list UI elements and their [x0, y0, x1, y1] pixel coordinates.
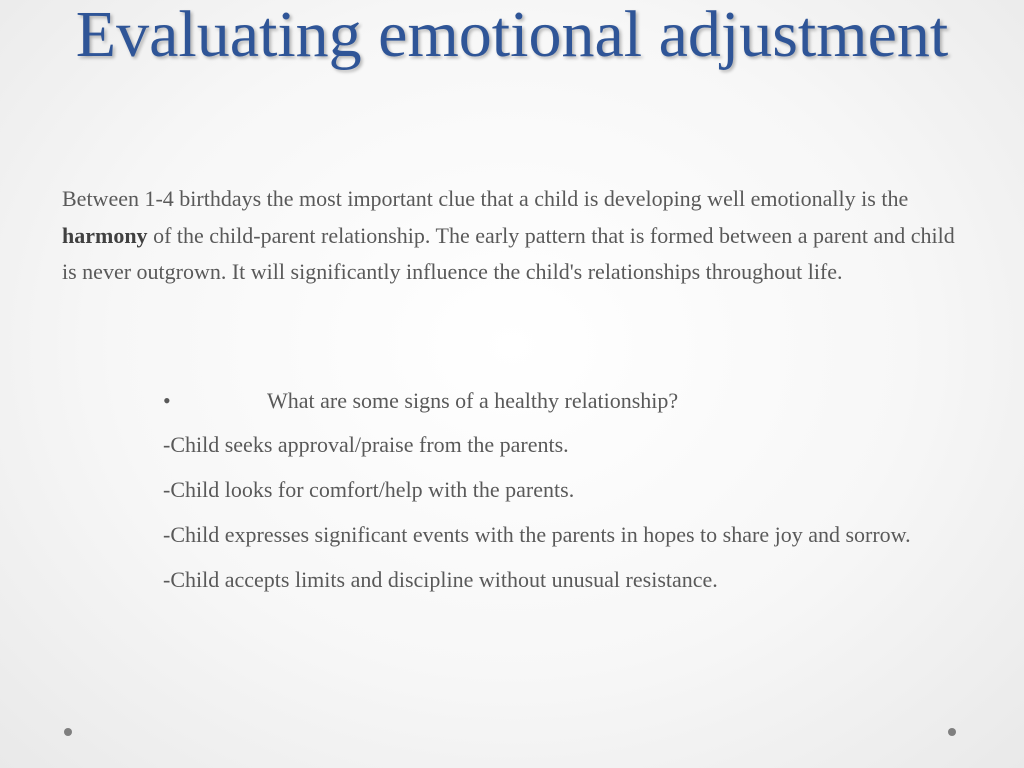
corner-dot-right-icon: [948, 728, 956, 736]
slide-title: Evaluating emotional adjustment: [75, 0, 949, 71]
sign-item: -Child looks for comfort/help with the parents.: [163, 477, 575, 502]
intro-bold-word: harmony: [62, 222, 148, 248]
sign-item: -Child expresses significant events with the parents in hopes to share joy and sorrow.: [163, 522, 911, 547]
intro-text-start: Between 1-4 birthdays the most important clue that a child is developing well emotionally is the: [62, 186, 909, 211]
bullet-symbol: •: [163, 388, 171, 413]
corner-dot-left-icon: [64, 728, 72, 736]
sign-item: -Child seeks approval/praise from the parents.: [163, 432, 569, 457]
question-text: What are some signs of a healthy relationship?: [267, 388, 679, 413]
sign-item: -Child accepts limits and discipline without unusual resistance.: [163, 567, 718, 592]
signs-list: [163, 426, 953, 606]
intro-paragraph: [62, 181, 962, 291]
intro-text-end: of the child-parent relationship. The early pattern that is formed between a parent and child is never outgrown. It will significantly influence the child's relationships throughout life.: [62, 222, 955, 284]
